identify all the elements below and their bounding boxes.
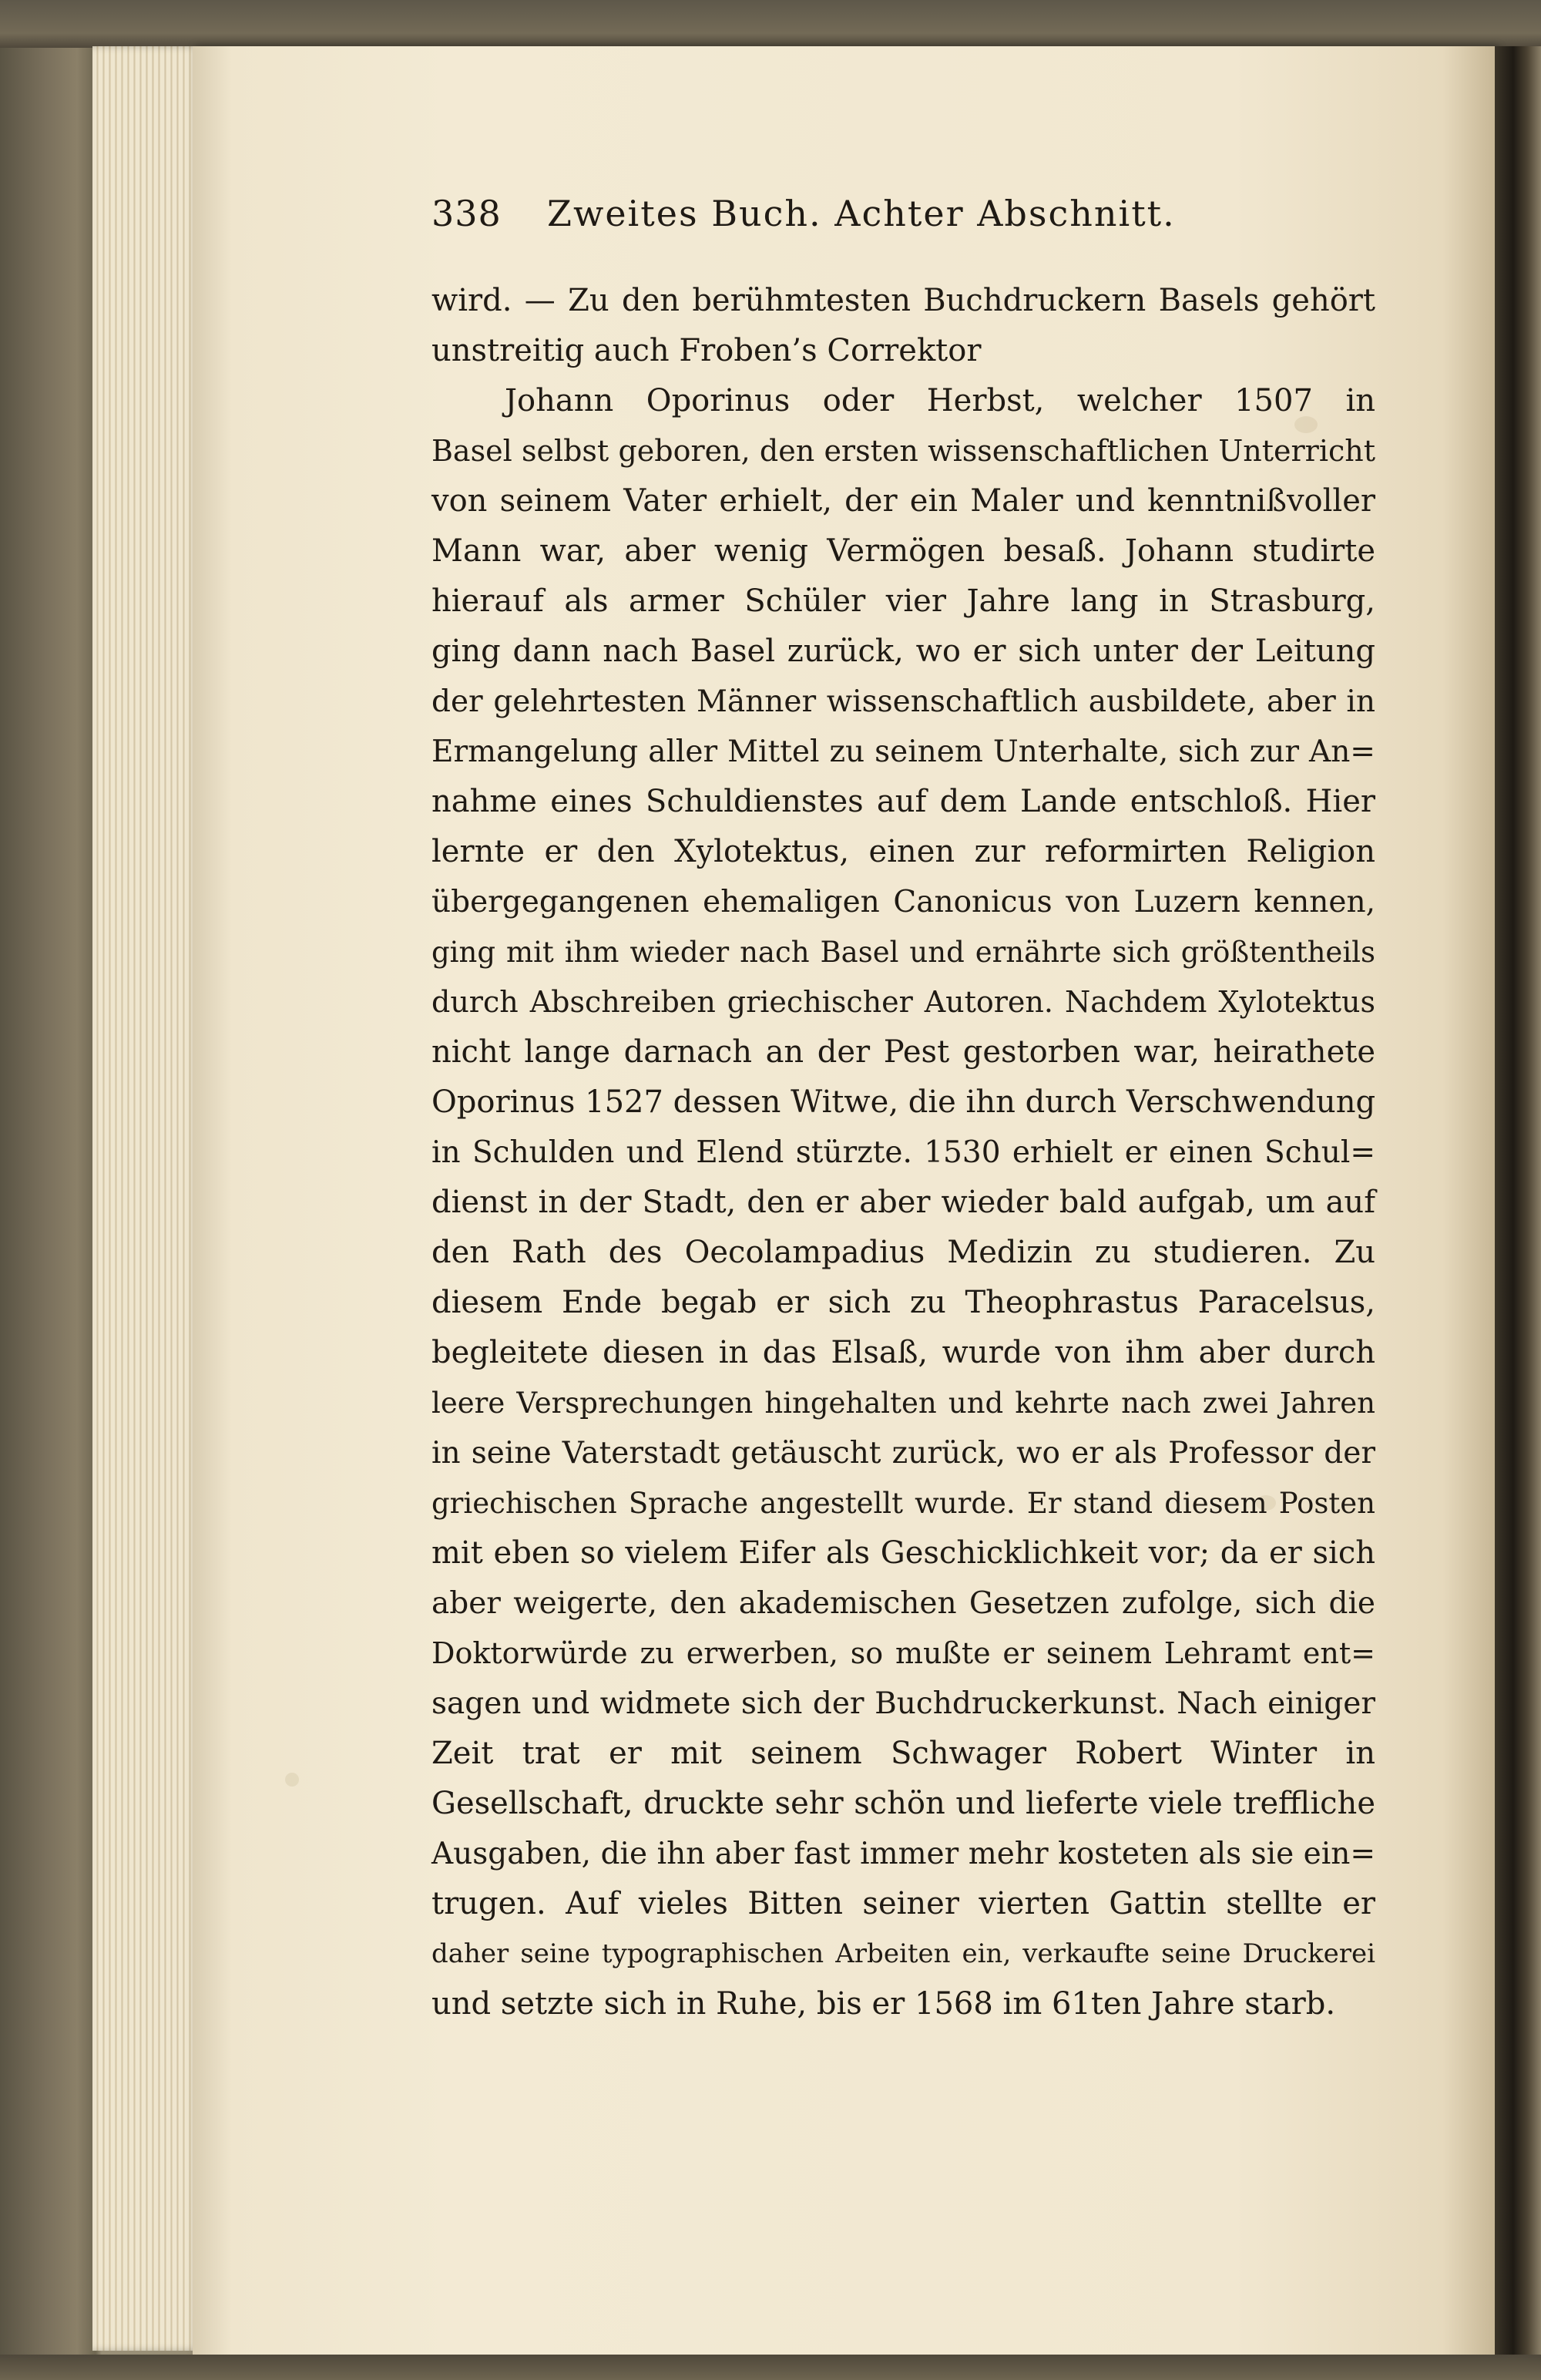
text-line: der gelehrtesten Männer wissenschaftlich ausbildete, aber in [431, 684, 1375, 719]
book-gutter [1495, 46, 1541, 2355]
text-line: Ausgaben, die ihn aber fast immer mehr kosteten als sie ein= [431, 1837, 1375, 1871]
text-line: leere Versprechungen hingehalten und kehrte nach zwei Jahren [431, 1387, 1375, 1420]
text-line: Mann war, aber wenig Vermögen besaß. Johann studirte [431, 533, 1375, 569]
text-line: trugen. Auf vieles Bitten seiner vierten Gattin stellte er [431, 1886, 1375, 1921]
text-line: nicht lange darnach an der Pest gestorben war, heirathete [431, 1034, 1375, 1070]
text-line: ging dann nach Basel zurück, wo er sich unter der Leitung [431, 634, 1375, 669]
text-line: in seine Vaterstadt getäuscht zurück, wo er als Professor der [431, 1436, 1375, 1471]
text-line: hierauf als armer Schüler vier Jahre lang in Strasburg, [431, 583, 1375, 619]
text-line: dienst in der Stadt, den er aber wieder bald aufgab, um auf [431, 1185, 1375, 1220]
page-number: 338 [431, 193, 502, 234]
text-line: griechischen Sprache angestellt wurde. Er stand diesem Posten [431, 1487, 1375, 1520]
foxing-spot [285, 1773, 299, 1787]
text-line: von seinem Vater erhielt, der ein Maler und kenntnißvoller [431, 483, 1375, 519]
text-line: mit eben so vielem Eifer als Geschicklichkeit vor; da er sich [431, 1535, 1375, 1571]
text-line: Johann Oporinus oder Herbst, welcher 1507 in [505, 383, 1375, 419]
text-line: Basel selbst geboren, den ersten wissenschaftlichen Unterricht [431, 434, 1375, 468]
book-cover-bottom [0, 2355, 1541, 2380]
text-line: und setzte sich in Ruhe, bis er 1568 im 61ten Jahre starb. [431, 1986, 1336, 2022]
text-block [431, 193, 1375, 2029]
text-line: nahme eines Schuldienstes auf dem Lande entschloß. Hier [431, 784, 1375, 819]
text-line: unstreitig auch Froben’s Correktor [431, 333, 982, 368]
text-line: begleitete diesen in das Elsaß, wurde von ihm aber durch [431, 1335, 1375, 1370]
text-line: sagen und widmete sich der Buchdruckerkunst. Nach einiger [431, 1686, 1375, 1721]
text-line: Oporinus 1527 dessen Witwe, die ihn durch Verschwendung [431, 1084, 1376, 1120]
text-line: Zeit trat er mit seinem Schwager Robert Winter in [431, 1736, 1375, 1771]
text-line: daher seine typographischen Arbeiten ein, verkaufte seine Druckerei [431, 1938, 1375, 1969]
text-line: Doktorwürde zu erwerben, so mußte er seinem Lehramt ent= [431, 1636, 1375, 1670]
text-line: ging mit ihm wieder nach Basel und ernährte sich größtentheils [431, 936, 1375, 969]
text-line: wird. — Zu den berühmtesten Buchdruckern Basels gehört [431, 283, 1375, 318]
text-line: durch Abschreiben griechischer Autoren. Nachdem Xylotektus [431, 985, 1375, 1019]
text-line: übergegangenen ehemaligen Canonicus von Luzern kennen, [431, 885, 1375, 919]
body-text [431, 276, 1375, 2029]
text-line: lernte er den Xylotektus, einen zur reformirten Religion [431, 834, 1375, 869]
page-edges [92, 46, 208, 2351]
text-line: Gesellschaft, druckte sehr schön und lieferte viele treffliche [431, 1786, 1375, 1821]
text-line: aber weigerte, den akademischen Gesetzen zufolge, sich die [431, 1586, 1375, 1621]
text-line: Ermangelung aller Mittel zu seinem Unterhalte, sich zur An= [431, 735, 1375, 769]
book-cover-top [0, 0, 1541, 48]
text-line: den Rath des Oecolampadius Medizin zu studieren. Zu [431, 1235, 1375, 1270]
running-head [431, 193, 1375, 247]
text-line: in Schulden und Elend stürzte. 1530 erhielt er einen Schul= [431, 1135, 1375, 1170]
running-head-title: Zweites Buch. Achter Abschnitt. [547, 193, 1176, 234]
text-line: diesem Ende begab er sich zu Theophrastus Paracelsus, [431, 1285, 1375, 1320]
